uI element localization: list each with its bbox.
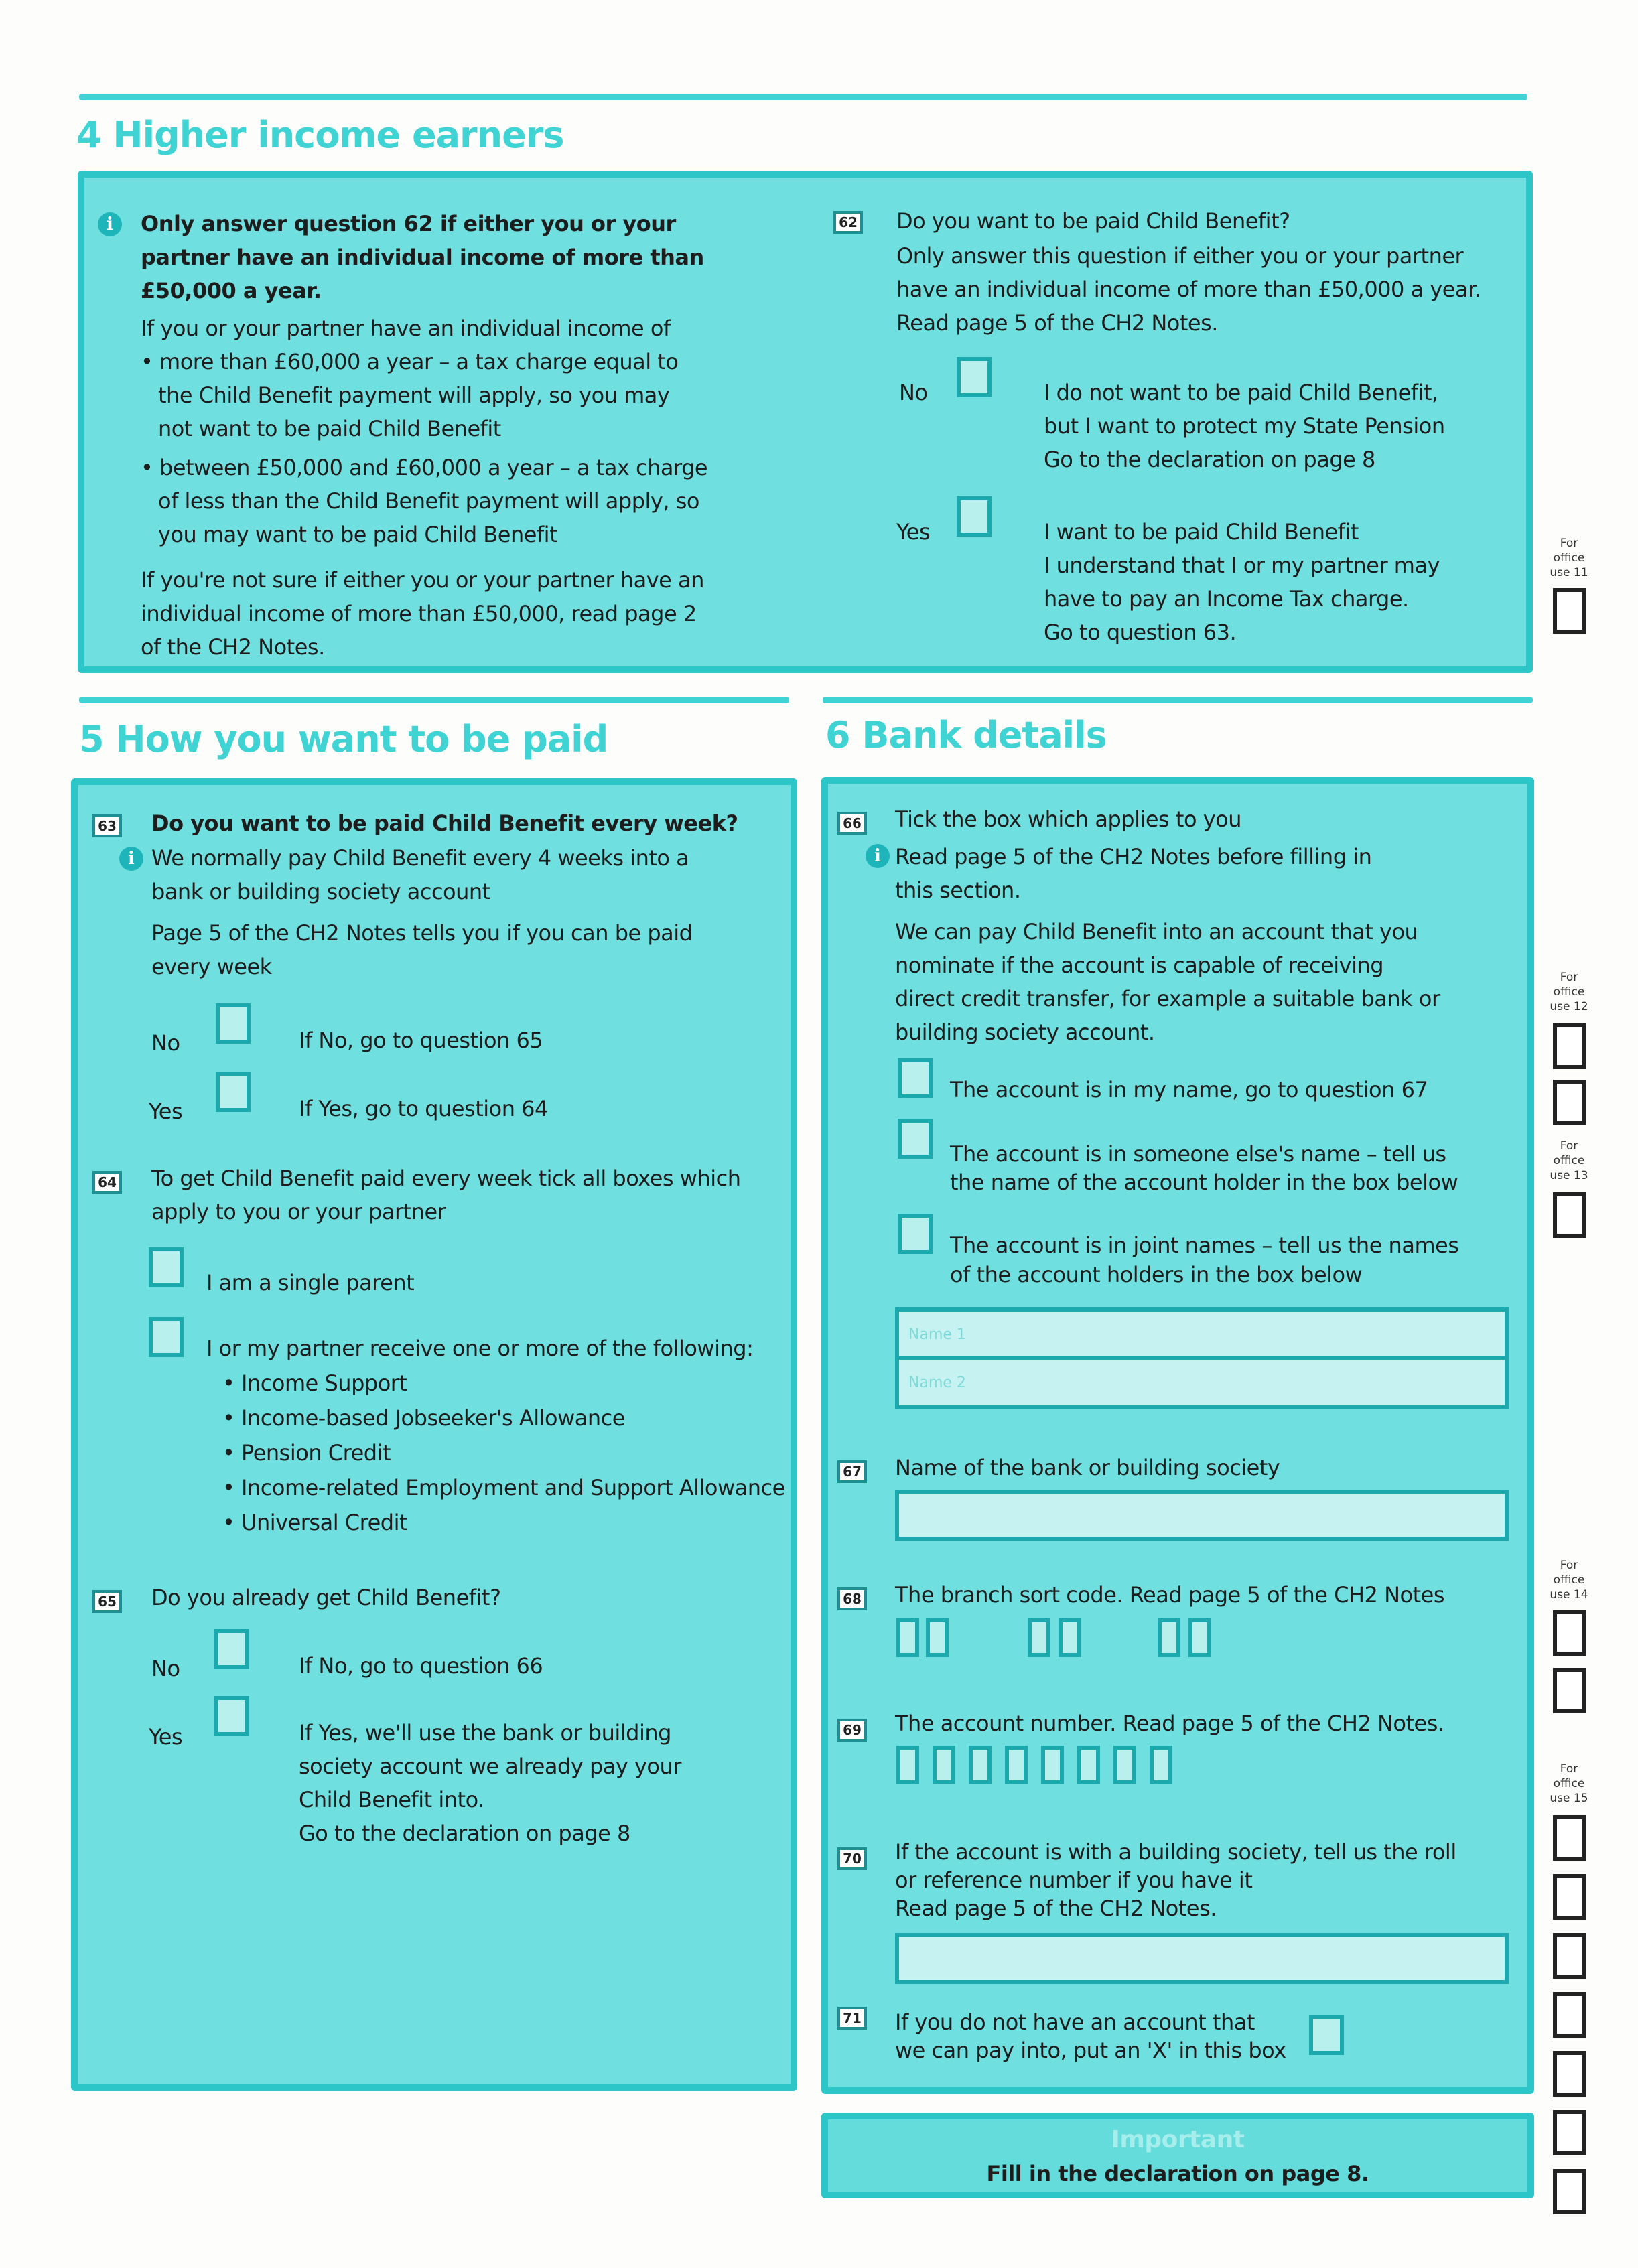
office-use-15-box-7: [1553, 2169, 1586, 2214]
q62-question: Do you want to be paid Child Benefit?: [896, 208, 1290, 234]
info-icon: i: [866, 844, 890, 868]
account-number-digit-6[interactable]: [1077, 1746, 1100, 1784]
q70-line-3: Read page 5 of the CH2 Notes.: [895, 1896, 1217, 1921]
q63-info-line-1: We normally pay Child Benefit every 4 weeks into a: [151, 845, 689, 871]
office-use-15-box-1: [1553, 1815, 1586, 1861]
q62-no-label: No: [899, 380, 928, 405]
office-use-11-label: For office use 11: [1550, 537, 1588, 579]
account-holder-name-2-field[interactable]: [895, 1356, 1509, 1409]
s4-not-sure-line-1: If you're not sure if either you or your partner have an: [141, 567, 704, 593]
office-use-14-box-2: [1553, 1668, 1586, 1713]
q69-number: 69: [837, 1719, 867, 1742]
s4-bullet2-line-1: • between £50,000 and £60,000 a year – a tax charge: [141, 455, 708, 480]
q64-single-parent-checkbox[interactable]: [149, 1247, 184, 1287]
office-use-15-box-4: [1553, 1992, 1586, 2038]
q65-yes-line-4: Go to the declaration on page 8: [299, 1821, 630, 1846]
q63-number: 63: [92, 814, 122, 837]
account-number-digit-1[interactable]: [896, 1746, 919, 1784]
s4-bullet1-line-1: • more than £60,000 a year – a tax charge equal to: [141, 349, 679, 374]
q66-opt1: The account is in my name, go to question 67: [950, 1077, 1428, 1103]
q65-number: 65: [92, 1590, 122, 1613]
q64-benefits-checkbox[interactable]: [149, 1317, 184, 1357]
office-use-12-box-2: [1553, 1080, 1586, 1125]
account-number-digit-2[interactable]: [933, 1746, 955, 1784]
s4-bullet1-line-2: the Child Benefit payment will apply, so you may: [158, 382, 670, 408]
q63-no-label: No: [151, 1030, 180, 1056]
q62-no-line-3: Go to the declaration on page 8: [1044, 447, 1375, 472]
q69-question: The account number. Read page 5 of the CH2 Notes.: [895, 1711, 1444, 1736]
q64-question-line-1: To get Child Benefit paid every week tick all boxes which: [151, 1165, 741, 1191]
q62-yes-line-4: Go to question 63.: [1044, 620, 1237, 645]
section-6-panel: [821, 777, 1534, 2094]
q66-para-line-2: nominate if the account is capable of receiving: [895, 952, 1384, 978]
q66-para-line-3: direct credit transfer, for example a suitable bank or: [895, 986, 1440, 1011]
q66-info-line-2: this section.: [895, 877, 1021, 903]
sort-code-digit-5[interactable]: [1158, 1618, 1180, 1657]
account-number-digit-3[interactable]: [969, 1746, 992, 1784]
roll-number-field[interactable]: [895, 1933, 1509, 1984]
q65-yes-line-1: If Yes, we'll use the bank or building: [299, 1720, 671, 1746]
important-box: [821, 2113, 1534, 2198]
q65-yes-line-2: society account we already pay your: [299, 1754, 681, 1779]
top-rule: [79, 94, 1527, 100]
q63-yes-label: Yes: [149, 1098, 183, 1124]
q65-yes-checkbox[interactable]: [214, 1696, 249, 1736]
q65-no-text: If No, go to question 66: [299, 1653, 543, 1679]
q64-list-item-2: • Income-based Jobseeker's Allowance: [222, 1405, 625, 1431]
bank-name-field[interactable]: [895, 1490, 1509, 1541]
sort-code-digit-1[interactable]: [896, 1618, 919, 1657]
q71-number: 71: [837, 2007, 867, 2030]
q66-someone-else-checkbox[interactable]: [898, 1119, 933, 1159]
q62-yes-checkbox[interactable]: [957, 496, 992, 537]
q64-list-item-5: • Universal Credit: [222, 1510, 407, 1535]
office-use-15-box-6: [1553, 2110, 1586, 2155]
q62-line-3: Read page 5 of the CH2 Notes.: [896, 310, 1218, 336]
q64-list-item-3: • Pension Credit: [222, 1440, 391, 1466]
office-use-14-label: For office use 14: [1550, 1559, 1588, 1602]
q66-my-name-checkbox[interactable]: [898, 1058, 933, 1098]
s4-bullet2-line-2: of less than the Child Benefit payment will apply, so: [158, 488, 699, 514]
office-use-12-box-1: [1553, 1023, 1586, 1069]
q67-question: Name of the bank or building society: [895, 1455, 1280, 1480]
account-number-digit-5[interactable]: [1041, 1746, 1064, 1784]
q64-question-line-2: apply to you or your partner: [151, 1199, 446, 1224]
important-title: Important: [1111, 2126, 1245, 2153]
q66-opt3-line-1: The account is in joint names – tell us the names: [950, 1232, 1459, 1258]
account-holder-name-1-field[interactable]: [895, 1307, 1509, 1361]
q70-line-2: or reference number if you have it: [895, 1867, 1253, 1893]
sort-code-digit-6[interactable]: [1188, 1618, 1211, 1657]
q64-opt2: I or my partner receive one or more of the following:: [206, 1336, 754, 1361]
account-number-digit-4[interactable]: [1005, 1746, 1028, 1784]
q66-para-line-1: We can pay Child Benefit into an account that you: [895, 919, 1418, 944]
office-use-15-box-3: [1553, 1933, 1586, 1979]
office-use-13-label: For office use 13: [1550, 1139, 1588, 1182]
q63-yes-text: If Yes, go to question 64: [299, 1096, 548, 1121]
section-4-panel: [78, 171, 1533, 673]
q64-opt1: I am a single parent: [206, 1270, 415, 1295]
q70-number: 70: [837, 1847, 867, 1870]
s4-bullet2-line-3: you may want to be paid Child Benefit: [158, 522, 558, 547]
q64-list-item-1: • Income Support: [222, 1370, 407, 1396]
q62-yes-line-3: have to pay an Income Tax charge.: [1044, 586, 1409, 612]
q65-yes-line-3: Child Benefit into.: [299, 1787, 484, 1813]
section-5-rule: [79, 697, 789, 703]
q66-opt3-line-2: of the account holders in the box below: [950, 1262, 1363, 1287]
q66-question: Tick the box which applies to you: [895, 806, 1241, 832]
q70-line-1: If the account is with a building society, tell us the roll: [895, 1839, 1456, 1865]
q71-line-1: If you do not have an account that: [895, 2009, 1255, 2035]
office-use-15-label: For office use 15: [1550, 1762, 1588, 1805]
q66-opt2-line-1: The account is in someone else's name – tell us: [950, 1141, 1446, 1167]
q71-line-2: we can pay into, put an 'X' in this box: [895, 2038, 1286, 2063]
q63-question: Do you want to be paid Child Benefit every week?: [151, 810, 738, 836]
section-5-title: 5 How you want to be paid: [79, 718, 608, 760]
section-6-rule: [823, 697, 1533, 703]
q66-number: 66: [837, 812, 867, 835]
section-5-panel: [71, 778, 797, 2091]
q62-no-checkbox[interactable]: [957, 357, 992, 397]
office-use-11-box: [1553, 588, 1586, 634]
q63-yes-checkbox[interactable]: [216, 1072, 251, 1112]
s4-not-sure-line-3: of the CH2 Notes.: [141, 634, 325, 660]
name-1-placeholder: Name 1: [908, 1326, 966, 1343]
name-2-placeholder: Name 2: [908, 1374, 966, 1391]
s4-not-sure-line-2: individual income of more than £50,000, read page 2: [141, 601, 697, 626]
q65-question: Do you already get Child Benefit?: [151, 1585, 501, 1610]
q63-info-line-2: bank or building society account: [151, 879, 490, 904]
s4-info-line-2: partner have an individual income of more than: [141, 244, 704, 270]
sort-code-digit-3[interactable]: [1028, 1618, 1050, 1657]
q65-no-checkbox[interactable]: [214, 1629, 249, 1669]
s4-intro: If you or your partner have an individual income of: [141, 315, 671, 341]
q68-number: 68: [837, 1587, 867, 1610]
q62-yes-line-1: I want to be paid Child Benefit: [1044, 519, 1359, 545]
q64-number: 64: [92, 1171, 122, 1194]
q65-no-label: No: [151, 1656, 180, 1681]
sort-code-digit-4[interactable]: [1059, 1618, 1081, 1657]
section-6-title: 6 Bank details: [825, 714, 1107, 756]
q66-para-line-4: building society account.: [895, 1019, 1155, 1045]
q62-no-line-1: I do not want to be paid Child Benefit,: [1044, 380, 1438, 405]
info-icon: i: [98, 212, 122, 236]
sort-code-digit-2[interactable]: [926, 1618, 949, 1657]
q66-opt2-line-2: the name of the account holder in the box below: [950, 1170, 1458, 1195]
section-4-title: 4 Higher income earners: [76, 114, 564, 156]
q62-yes-label: Yes: [896, 519, 931, 545]
q63-no-text: If No, go to question 65: [299, 1027, 543, 1053]
q66-joint-names-checkbox[interactable]: [898, 1214, 933, 1254]
office-use-13-box: [1553, 1192, 1586, 1238]
q65-yes-label: Yes: [149, 1724, 183, 1750]
q62-line-2: have an individual income of more than £50,000 a year.: [896, 277, 1481, 302]
q68-question: The branch sort code. Read page 5 of the CH2 Notes: [895, 1582, 1444, 1608]
q62-line-1: Only answer this question if either you or your partner: [896, 243, 1464, 269]
important-text: Fill in the declaration on page 8.: [986, 2161, 1369, 2186]
account-number-digit-7[interactable]: [1113, 1746, 1136, 1784]
s4-bullet1-line-3: not want to be paid Child Benefit: [158, 416, 501, 441]
q62-no-line-2: but I want to protect my State Pension: [1044, 413, 1445, 439]
info-icon: i: [119, 847, 143, 871]
q62-number: 62: [833, 211, 863, 234]
q63-page-line-1: Page 5 of the CH2 Notes tells you if you can be paid: [151, 920, 693, 946]
s4-info-line-3: £50,000 a year.: [141, 278, 322, 303]
q63-no-checkbox[interactable]: [216, 1003, 251, 1044]
q67-number: 67: [837, 1460, 867, 1483]
q62-yes-line-2: I understand that I or my partner may: [1044, 553, 1440, 578]
q71-no-account-checkbox[interactable]: [1309, 2015, 1344, 2055]
q66-info-line-1: Read page 5 of the CH2 Notes before filling in: [895, 844, 1372, 869]
q64-list-item-4: • Income-related Employment and Support Allowance: [222, 1475, 785, 1500]
account-number-digit-8[interactable]: [1150, 1746, 1172, 1784]
q63-page-line-2: every week: [151, 954, 272, 979]
s4-info-line-1: Only answer question 62 if either you or your: [141, 211, 676, 236]
office-use-15-box-5: [1553, 2051, 1586, 2097]
office-use-12-label: For office use 12: [1550, 971, 1588, 1013]
office-use-15-box-2: [1553, 1874, 1586, 1920]
office-use-14-box-1: [1553, 1610, 1586, 1656]
